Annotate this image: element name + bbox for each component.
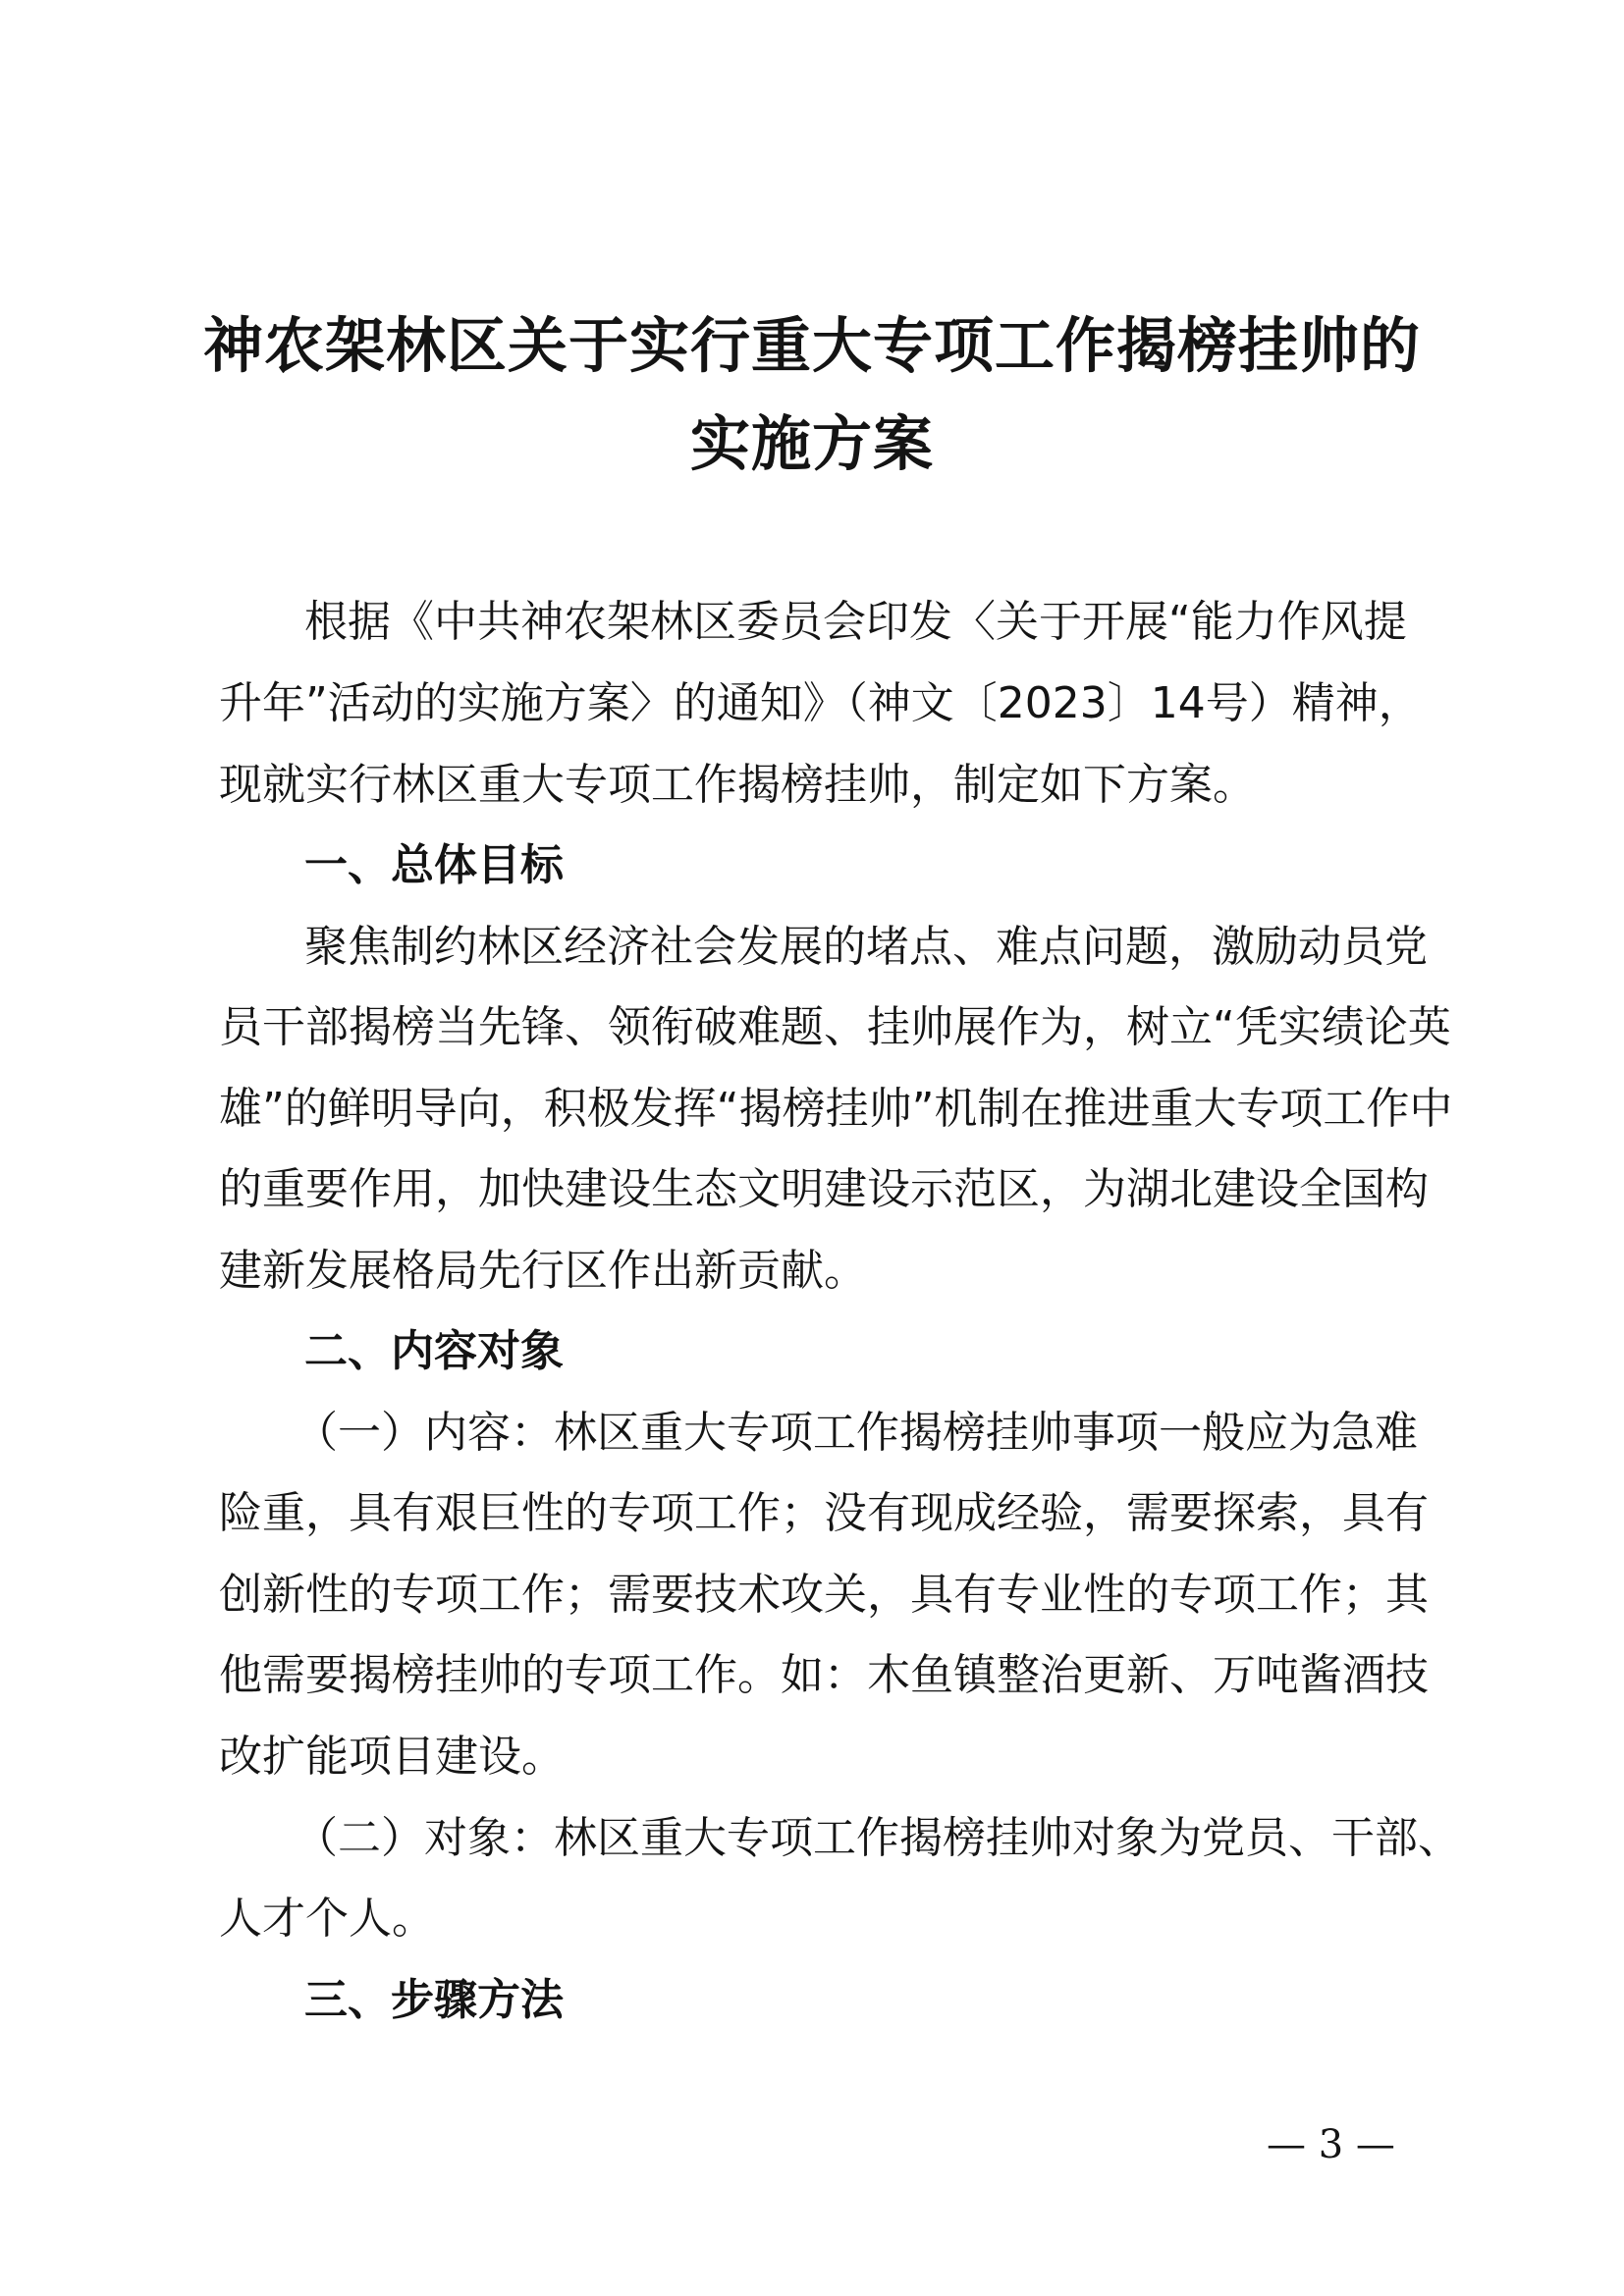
section-2-target-line-2: 人才个人。 [219,1894,435,1944]
section-2-content-line-1: （一）内容：林区重大专项工作揭榜挂帅事项一般应为急难 [295,1408,1418,1458]
section-2-content-line-3: 创新性的专项工作；需要技术攻关，具有专业性的专项工作；其 [219,1570,1429,1620]
section-2-content-line-5: 改扩能项目建设。 [219,1732,565,1782]
section-1-line-5: 建新发展格局先行区作出新贡献。 [219,1246,867,1296]
section-1-line-2: 员干部揭榜当先锋、领衔破难题、挂帅展作为，树立“凭实绩论英 [219,1002,1451,1052]
intro-line-2: 升年”活动的实施方案〉的通知》（神文〔2023〕14号）精神， [219,678,1422,728]
title-line-1: 神农架林区关于实行重大专项工作揭榜挂帅的 [202,311,1421,381]
section-2-heading: 二、内容对象 [304,1326,564,1376]
section-2-content-line-4: 他需要揭榜挂帅的专项工作。如：木鱼镇整治更新、万吨酱酒技 [219,1650,1429,1700]
section-1-heading: 一、总体目标 [304,840,564,890]
section-1-line-1: 聚焦制约林区经济社会发展的堵点、难点问题，激励动员党 [304,922,1428,972]
intro-line-3: 现就实行林区重大专项工作揭榜挂帅，制定如下方案。 [219,760,1256,810]
page-number: — 3 — [1267,2122,1395,2167]
title-line-2: 实施方案 [689,409,934,479]
section-1-line-3: 雄”的鲜明导向，积极发挥“揭榜挂帅”机制在推进重大专项工作中 [219,1084,1453,1134]
section-1-line-4: 的重要作用，加快建设生态文明建设示范区，为湖北建设全国构 [219,1164,1429,1214]
section-2-target-line-1: （二）对象：林区重大专项工作揭榜挂帅对象为党员、干部、 [295,1813,1461,1863]
intro-line-1: 根据《中共神农架林区委员会印发〈关于开展“能力作风提 [304,597,1407,647]
section-2-content-line-2: 险重，具有艰巨性的专项工作；没有现成经验，需要探索，具有 [219,1488,1429,1538]
section-3-heading: 三、步骤方法 [304,1975,564,2025]
